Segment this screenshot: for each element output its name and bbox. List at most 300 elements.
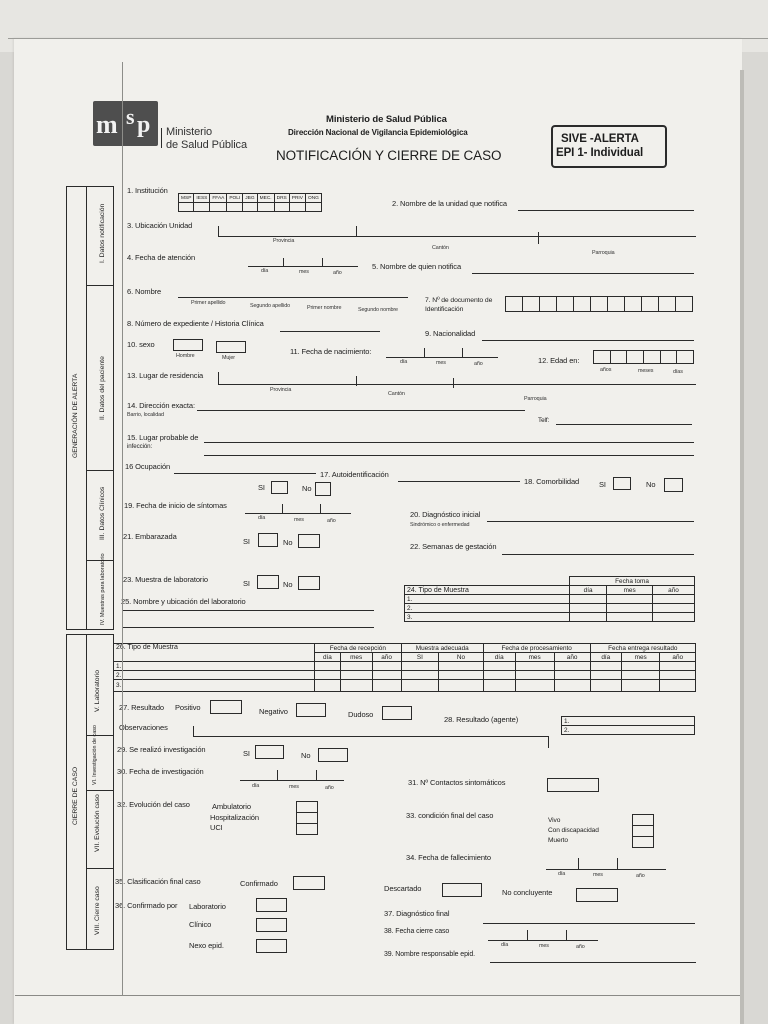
f16-line[interactable]	[174, 473, 316, 474]
f15-line[interactable]	[204, 442, 694, 443]
f1-label: 1. Institución	[127, 186, 168, 195]
laboratorio-box[interactable]	[256, 898, 287, 912]
nexo-box[interactable]	[256, 939, 287, 953]
f30-line[interactable]	[240, 780, 344, 781]
f28-row2[interactable]: 2.	[562, 726, 695, 735]
f24-label: 24. Tipo de Muestra	[405, 586, 570, 595]
tick	[578, 858, 579, 869]
muerto-box[interactable]	[632, 836, 654, 848]
cell[interactable]	[621, 662, 660, 671]
f5-line[interactable]	[472, 273, 694, 274]
f24-row3[interactable]: 3.	[405, 613, 570, 622]
f16-label: 16 Ocupación	[125, 462, 171, 471]
inst-ffaa: FFAA	[210, 194, 227, 203]
f30-label: 30. Fecha de investigación	[117, 767, 204, 776]
cell[interactable]	[607, 613, 653, 622]
badge-line2: EPI 1- Individual	[556, 147, 644, 159]
generacion-divider	[86, 186, 87, 630]
f18-si-box[interactable]	[613, 477, 631, 490]
f10-label: 10. sexo	[127, 340, 155, 349]
descartado-label: Descartado	[384, 884, 422, 893]
cell[interactable]	[372, 662, 401, 671]
inst-box[interactable]	[210, 203, 227, 212]
h-dia: día	[590, 653, 621, 662]
section-3-label: III. Datos Clínicos	[99, 486, 106, 540]
f17-line[interactable]	[398, 481, 520, 482]
section-2-label: II. Datos del paciente	[99, 356, 106, 420]
f34-line[interactable]	[546, 869, 666, 870]
positivo-box[interactable]	[210, 700, 242, 714]
inst-box[interactable]	[257, 203, 274, 212]
inst-mec: MEC.	[257, 194, 274, 203]
f11-mes: mes	[436, 360, 446, 366]
f37-line[interactable]	[483, 923, 695, 924]
f24-fecha-toma: Fecha toma	[570, 577, 695, 586]
f3-provincia: Provincia	[273, 238, 295, 244]
f26-fecha-recepcion: Fecha de recepción	[315, 644, 402, 653]
directorate-title: Dirección Nacional de Vigilancia Epidemiológica	[288, 128, 468, 137]
tick	[320, 504, 321, 513]
cell[interactable]	[554, 671, 590, 680]
cell[interactable]	[607, 604, 653, 613]
sindromico-label: Sindrómico o enfermedad	[410, 522, 470, 528]
f21-si: SI	[243, 537, 250, 546]
f19-line[interactable]	[245, 513, 351, 514]
confirmado-box[interactable]	[293, 876, 325, 890]
f32-label: 32. Evolución del caso	[117, 800, 190, 809]
cell[interactable]	[590, 662, 621, 671]
f18-no-box[interactable]	[664, 478, 683, 492]
ambulatorio-label: Ambulatorio	[212, 802, 251, 811]
cell[interactable]	[483, 680, 515, 692]
negativo-label: Negativo	[259, 707, 288, 716]
vivo-label: Vivo	[548, 817, 561, 824]
f25-line-2[interactable]	[122, 627, 374, 628]
f26-row2[interactable]: 2.	[114, 671, 315, 680]
cell[interactable]	[554, 680, 590, 692]
f38-dia: día	[501, 942, 509, 948]
cell[interactable]	[660, 680, 696, 692]
f28-label: 28. Resultado (agente)	[444, 715, 519, 724]
descartado-box[interactable]	[442, 883, 482, 897]
f20-label: 20. Diagnóstico inicial	[410, 510, 481, 519]
cell[interactable]	[372, 671, 401, 680]
section-7-label: VII. Evolución caso	[94, 794, 101, 852]
laboratorio-label: Laboratorio	[189, 902, 226, 911]
f25-line[interactable]	[122, 610, 374, 611]
msp-logo	[93, 101, 158, 146]
f29-label: 29. Se realizó investigación	[117, 745, 206, 754]
cell[interactable]	[621, 671, 660, 680]
f13-label: 13. Lugar de residencia	[127, 371, 204, 380]
f29-no: No	[301, 751, 311, 760]
f3-canton: Cantón	[432, 245, 449, 251]
cell[interactable]	[439, 680, 484, 692]
f26-fecha-entrega: Fecha entrega resultado	[590, 644, 695, 653]
tick	[453, 378, 454, 388]
cell[interactable]	[340, 662, 372, 671]
h-dia: día	[483, 653, 515, 662]
f27-label: 27. Resultado	[119, 703, 164, 712]
logo-m: m	[96, 110, 118, 139]
sexo-hombre-box[interactable]	[173, 339, 203, 351]
f34-label: 34. Fecha de fallecimiento	[406, 853, 491, 862]
cell[interactable]	[570, 595, 607, 604]
institution-table	[178, 193, 322, 212]
f34-dia: día	[558, 871, 566, 877]
f4-mes: mes	[299, 269, 309, 275]
f31-label: 31. Nº Contactos sintomáticos	[408, 778, 506, 787]
f11-label: 11. Fecha de nacimiento:	[290, 347, 372, 356]
f30-ano: año	[325, 785, 334, 791]
muerto-label: Muerto	[548, 837, 568, 844]
barrio-label: Barrio, localidad	[127, 412, 164, 418]
tick	[316, 770, 317, 780]
f36-label: 36. Confirmado por	[115, 901, 178, 910]
f28-row1[interactable]: 1.	[562, 717, 695, 726]
cell[interactable]	[570, 604, 607, 613]
cell[interactable]	[340, 680, 372, 692]
f21-no-box[interactable]	[298, 534, 320, 548]
tick	[356, 226, 357, 236]
f4-dia: día	[261, 268, 269, 274]
inst-box[interactable]	[274, 203, 289, 212]
no-concluyente-label: No concluyente	[502, 888, 553, 897]
f17-si: SI	[258, 483, 265, 492]
f5-label: 5. Nombre de quien notifica	[372, 262, 462, 271]
no-concluyente-box[interactable]	[576, 888, 618, 902]
f13-canton: Cantón	[388, 391, 405, 397]
telf-label: Telf:	[538, 417, 550, 424]
h-mes: mes	[621, 653, 660, 662]
badge-line1: SIVE -ALERTA	[561, 133, 639, 145]
page-edge-shadow	[740, 70, 744, 1024]
tick	[538, 232, 539, 244]
f8-line[interactable]	[280, 331, 380, 332]
hospitalizacion-label: Hospitalización	[210, 813, 259, 822]
f23-label: 23. Muestra de laboratorio	[123, 575, 208, 584]
logo-p: p	[137, 112, 151, 138]
cell[interactable]	[439, 671, 484, 680]
f26-muestra-adecuada: Muestra adecuada	[401, 644, 483, 653]
inst-ong: ONG	[305, 194, 321, 203]
tick	[424, 348, 425, 357]
f2-label: 2. Nombre de la unidad que notifica	[392, 199, 507, 208]
cell[interactable]	[554, 662, 590, 671]
f4-label: 4. Fecha de atención	[127, 253, 196, 262]
tick	[193, 726, 194, 736]
cell[interactable]	[652, 613, 694, 622]
logo-s: s	[126, 104, 135, 129]
f19-mes: mes	[294, 517, 304, 523]
f7-label-a: 7. Nº de documento de	[425, 297, 493, 304]
cell[interactable]	[515, 671, 554, 680]
f23-no: No	[283, 580, 293, 589]
f29-si-box[interactable]	[255, 745, 284, 759]
f29-si: SI	[243, 749, 250, 758]
discapacidad-label: Con discapacidad	[548, 827, 599, 834]
cell[interactable]	[401, 671, 438, 680]
generacion-label: GENERACIÓN DE ALERTA	[72, 373, 79, 458]
tick	[548, 736, 549, 748]
f35-label: 35. Clasificación final caso	[115, 877, 201, 886]
f6-label: 6. Nombre	[127, 287, 162, 296]
f38-label: 38. Fecha cierre caso	[384, 928, 450, 935]
inst-poli: POLI	[227, 194, 243, 203]
inst-priv: PRIV	[289, 194, 305, 203]
f13-parroquia: Parroquia	[524, 396, 547, 402]
f24-ano: año	[652, 586, 694, 595]
negativo-box[interactable]	[296, 703, 326, 717]
f9-label: 9. Nacionalidad	[425, 329, 476, 338]
nexo-label: Nexo epid.	[189, 941, 224, 950]
f21-label: 21. Embarazada	[123, 532, 177, 541]
alert-badge	[551, 125, 667, 168]
f12-meses: meses	[638, 368, 654, 374]
f23-si: SI	[243, 579, 250, 588]
tick	[322, 258, 323, 266]
f25-label: 25. Nombre y ubicación del laboratorio	[121, 597, 246, 606]
f15-line-2[interactable]	[204, 455, 694, 456]
f4-ano: año	[333, 270, 342, 276]
section-5-label: V. Laboratorio	[94, 669, 101, 712]
f18-no: No	[646, 480, 656, 489]
tick	[566, 930, 567, 940]
observaciones-label: Observaciones	[119, 723, 168, 732]
f39-line[interactable]	[490, 962, 696, 963]
binding-line	[122, 62, 123, 996]
sexo-mujer-box[interactable]	[216, 341, 246, 353]
f26-label: 26. Tipo de Muestra	[114, 644, 315, 662]
section-1-label: I. Datos notificación	[99, 203, 106, 263]
inst-box[interactable]	[305, 203, 321, 212]
f33-label: 33. condición final del caso	[406, 811, 494, 820]
inst-drs: DRS	[274, 194, 289, 203]
f14-label: 14. Dirección exacta:	[127, 401, 195, 410]
tick	[462, 348, 463, 357]
f2-line[interactable]	[518, 210, 694, 211]
cell[interactable]	[483, 662, 515, 671]
f38-ano: año	[576, 944, 585, 950]
f12-dias: días	[673, 369, 683, 375]
f11-ano: año	[474, 361, 483, 367]
tick	[218, 372, 219, 384]
f12-label: 12. Edad en:	[538, 356, 580, 365]
cell[interactable]	[590, 671, 621, 680]
f24-dia: día	[570, 586, 607, 595]
cell[interactable]	[590, 680, 621, 692]
h-ano: año	[554, 653, 590, 662]
cell[interactable]	[515, 662, 554, 671]
scan-edge-line	[8, 38, 768, 39]
section-sep	[86, 790, 114, 791]
f21-no: No	[283, 538, 293, 547]
f18-si: SI	[599, 480, 606, 489]
observaciones-line[interactable]	[193, 736, 548, 737]
f29-no-box[interactable]	[318, 748, 348, 762]
f6-line[interactable]	[178, 297, 408, 298]
h-ano: año	[372, 653, 401, 662]
f8-label: 8. Número de expediente / Historia Clínica	[127, 319, 264, 328]
cell[interactable]	[315, 680, 341, 692]
h-si: SI	[401, 653, 438, 662]
f17-si-box[interactable]	[271, 481, 288, 494]
f22-label: 22. Semanas de gestación	[410, 542, 497, 551]
h-mes: mes	[515, 653, 554, 662]
cell[interactable]	[439, 662, 484, 671]
hombre-label: Hombre	[176, 353, 195, 359]
positivo-label: Positivo	[175, 703, 201, 712]
inst-box[interactable]	[243, 203, 257, 212]
uci-box[interactable]	[296, 823, 318, 835]
org-line1: Ministerio	[166, 126, 213, 138]
f26-row3[interactable]: 3.	[114, 680, 315, 692]
f34-ano: año	[636, 873, 645, 879]
h-no: No	[439, 653, 484, 662]
tick	[356, 376, 357, 386]
inst-iess: IESS	[194, 194, 210, 203]
tick	[527, 930, 528, 940]
confirmado-label: Confirmado	[240, 879, 278, 888]
cell[interactable]	[401, 680, 438, 692]
cell[interactable]	[401, 662, 438, 671]
f31-box[interactable]	[547, 778, 599, 792]
clinico-box[interactable]	[256, 918, 287, 932]
f21-si-box[interactable]	[258, 533, 278, 547]
cell[interactable]	[652, 604, 694, 613]
f13-line[interactable]	[218, 384, 696, 385]
f6-segundo-nombre: Segundo nombre	[358, 307, 398, 313]
f19-label: 19. Fecha de inicio de síntomas	[124, 501, 227, 510]
f9-line[interactable]	[482, 340, 694, 341]
h-dia: día	[315, 653, 341, 662]
f26-fecha-procesamiento: Fecha de procesamiento	[483, 644, 590, 653]
cell[interactable]	[607, 595, 653, 604]
org-line2: de Salud Pública	[166, 139, 247, 151]
f3-label: 3. Ubicación Unidad	[127, 221, 193, 230]
f17-no-box[interactable]	[315, 482, 331, 496]
f38-line[interactable]	[488, 940, 598, 941]
f23-si-box[interactable]	[257, 575, 279, 589]
f3-line[interactable]	[218, 236, 696, 237]
tick	[218, 226, 219, 236]
f15-label-b: infección:	[127, 443, 153, 450]
mujer-label: Mujer	[222, 355, 235, 361]
inst-box[interactable]	[289, 203, 305, 212]
cell[interactable]	[315, 662, 341, 671]
dudoso-label: Dudoso	[348, 710, 374, 719]
section-4-label: IV. Muestras para laboratorio	[100, 553, 106, 625]
inst-jbg: JBG	[243, 194, 257, 203]
f24-spacer	[405, 577, 570, 586]
cell[interactable]	[372, 680, 401, 692]
form-title: NOTIFICACIÓN Y CIERRE DE CASO	[276, 148, 502, 163]
f22-line[interactable]	[502, 554, 694, 555]
f11-dia: día	[400, 359, 408, 365]
dudoso-box[interactable]	[382, 706, 412, 720]
f12-age-boxes[interactable]	[593, 350, 694, 364]
h-ano: año	[660, 653, 696, 662]
f15-label-a: 15. Lugar probable de	[127, 433, 199, 442]
f23-no-box[interactable]	[298, 576, 320, 590]
tick	[283, 258, 284, 266]
cell[interactable]	[570, 613, 607, 622]
cell[interactable]	[515, 680, 554, 692]
section-sep	[86, 470, 114, 471]
ministry-title: Ministerio de Salud Pública	[326, 114, 447, 125]
f13-provincia: Provincia	[270, 387, 292, 393]
cierre-label: CIERRE DE CASO	[72, 766, 79, 825]
f7-label-b: Identificación	[425, 306, 464, 313]
f17-label: 17. Autoidentificación	[320, 470, 389, 479]
tick	[282, 504, 283, 513]
f11-line[interactable]	[386, 357, 498, 358]
cierre-divider	[86, 634, 87, 950]
h-mes: mes	[340, 653, 372, 662]
f39-label: 39. Nombre responsable epid.	[384, 951, 475, 958]
f26-table	[113, 643, 696, 692]
f24-row1[interactable]: 1.	[405, 595, 570, 604]
f6-primer-nombre: Primer nombre	[307, 305, 342, 311]
inst-msp: MSP	[179, 194, 194, 203]
uci-label: UCI	[210, 823, 223, 832]
f6-primer-apellido: Primer apellido	[191, 300, 226, 306]
f17-no: No	[302, 484, 312, 493]
inst-box[interactable]	[194, 203, 210, 212]
f18-label: 18. Comorbilidad	[524, 477, 580, 486]
f30-dia: día	[252, 783, 260, 789]
f24-row2[interactable]: 2.	[405, 604, 570, 613]
telf-line[interactable]	[556, 424, 692, 425]
cell[interactable]	[660, 671, 696, 680]
cell[interactable]	[315, 671, 341, 680]
clinico-label: Clínico	[189, 920, 212, 929]
section-8-label: VIII. Cierre caso	[94, 886, 101, 935]
f20-line[interactable]	[487, 521, 694, 522]
section-sep	[86, 285, 114, 286]
inst-box[interactable]	[227, 203, 243, 212]
f3-parroquia: Parroquia	[592, 250, 615, 256]
f7-id-boxes[interactable]	[505, 296, 693, 312]
cell[interactable]	[652, 595, 694, 604]
cell[interactable]	[660, 662, 696, 671]
f24-table	[404, 576, 695, 622]
page-bottom-line	[15, 995, 740, 996]
cell[interactable]	[621, 680, 660, 692]
f30-mes: mes	[289, 784, 299, 790]
f24-mes: mes	[607, 586, 653, 595]
f6-segundo-apellido: Segundo apellido	[250, 303, 291, 309]
f26-row1[interactable]: 1.	[114, 662, 315, 671]
cell[interactable]	[340, 671, 372, 680]
f37-label: 37. Diagnóstico final	[384, 909, 450, 918]
f14-line[interactable]	[197, 410, 525, 411]
inst-box[interactable]	[179, 203, 194, 212]
f19-dia: día	[258, 515, 266, 521]
f12-anos: años	[600, 367, 612, 373]
f38-mes: mes	[539, 943, 549, 949]
f34-mes: mes	[593, 872, 603, 878]
f28-table	[561, 716, 695, 735]
cell[interactable]	[483, 671, 515, 680]
section-6-label: VI. Investigación de caso	[92, 725, 98, 785]
tick	[277, 770, 278, 780]
f19-ano: año	[327, 518, 336, 524]
section-sep	[86, 868, 114, 869]
f4-line[interactable]	[248, 266, 358, 267]
tick	[617, 858, 618, 869]
logo-divider	[161, 128, 162, 148]
